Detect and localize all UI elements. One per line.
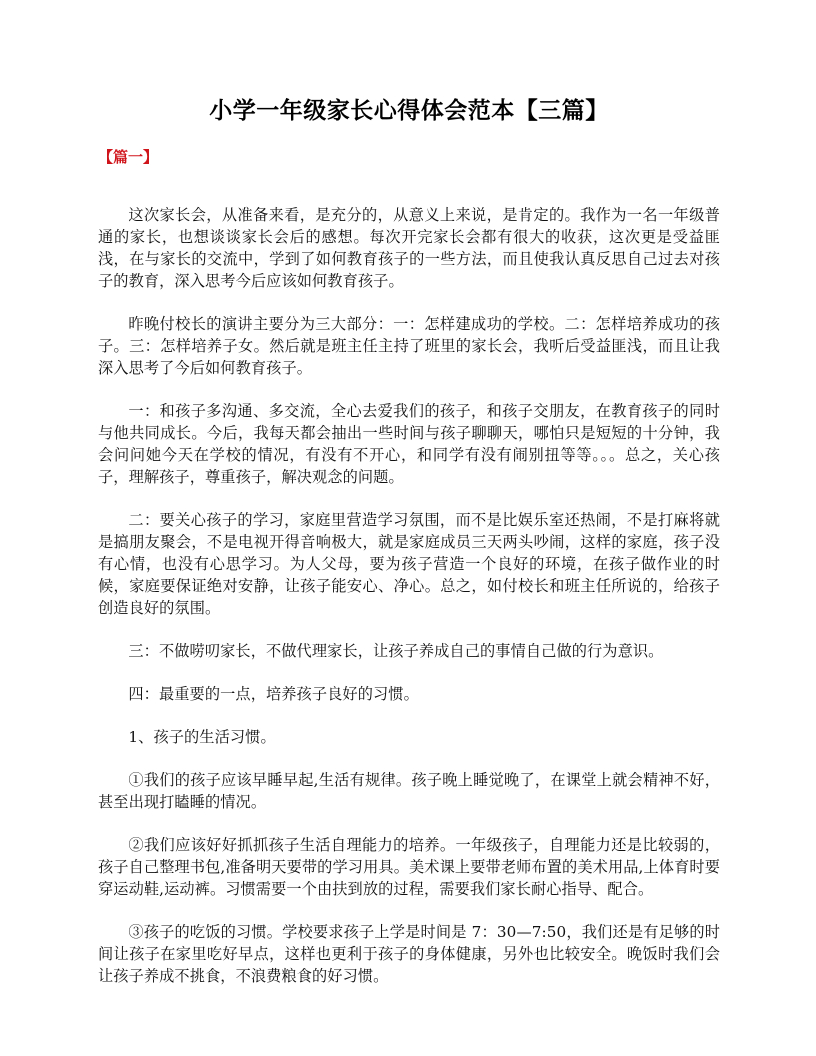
paragraph: 一：和孩子多沟通、多交流，全心去爱我们的孩子，和孩子交朋友，在教育孩子的同时与他共同成长。今后，我每天都会抽出一些时间与孩子聊聊天，哪怕只是短短的十分钟，我会问问她今天在学校的情况，有没有不开心，和同学有没有闹别扭等等。。。总之，关心孩子，理解孩子，尊重孩子，解决观念的问题。 [98,402,720,486]
paragraph: 1、孩子的生活习惯。 [128,728,276,746]
paragraph: 三：不做唠叨家长，不做代理家长，让孩子养成自己的事情自己做的行为意识。 [128,642,664,660]
paragraph: ②我们应该好好抓抓孩子生活自理能力的培养。一年级孩子，自理能力还是比较弱的，孩子自己整理书包,准备明天要带的学习用具。美术课上要带老师布置的美术用品,上体育时要穿运动鞋,运动裤。习惯需要一个由扶到放的过程，需要我们家长耐心指导、配合。 [98,836,720,898]
document-body [98,204,720,1008]
paragraph: ①我们的孩子应该早睡早起,生活有规律。孩子晚上睡觉晚了，在课堂上就会精神不好，甚至出现打瞌睡的情况。 [98,771,720,811]
paragraph: ③孩子的吃饭的习惯。学校要求孩子上学是时间是 7：30—7:50，我们还是有足够的时间让孩子在家里吃好早点，这样也更利于孩子的身体健康，另外也比较安全。晚饭时我们会让孩子养成不挑食，不浪费粮食的好习惯。 [98,923,720,985]
section-heading: 【篇一】 [98,148,159,166]
paragraph: 这次家长会，从准备来看，是充分的，从意义上来说，是肯定的。我作为一名一年级普通的家长，也想谈谈家长会后的感想。每次开完家长会都有很大的收获，这次更是受益匪浅，在与家长的交流中，学到了如何教育孩子的一些方法，而且使我认真反思自己过去对孩子的教育，深入思考今后应该如何教育孩子。 [98,206,720,290]
paragraph: 四：最重要的一点，培养孩子良好的习惯。 [128,685,419,703]
document-title: 小学一年级家长心得体会范本【三篇】 [209,98,609,124]
paragraph: 昨晚付校长的演讲主要分为三大部分：一：怎样建成功的学校。二：怎样培养成功的孩子。三：怎样培养子女。然后就是班主任主持了班里的家长会，我听后受益匪浅，而且让我深入思考了今后如何教育孩子。 [98,315,720,377]
paragraph: 二：要关心孩子的学习，家庭里营造学习氛围，而不是比娱乐室还热闹，不是打麻将就是搞朋友聚会，不是电视开得音响极大，就是家庭成员三天两头吵闹，这样的家庭，孩子没有心情，也没有心思学习。为人父母，要为孩子营造一个良好的环境，在孩子做作业的时候，家庭要保证绝对安静，让孩子能安心、净心。总之，如付校长和班主任所说的，给孩子创造良好的氛围。 [98,511,720,617]
